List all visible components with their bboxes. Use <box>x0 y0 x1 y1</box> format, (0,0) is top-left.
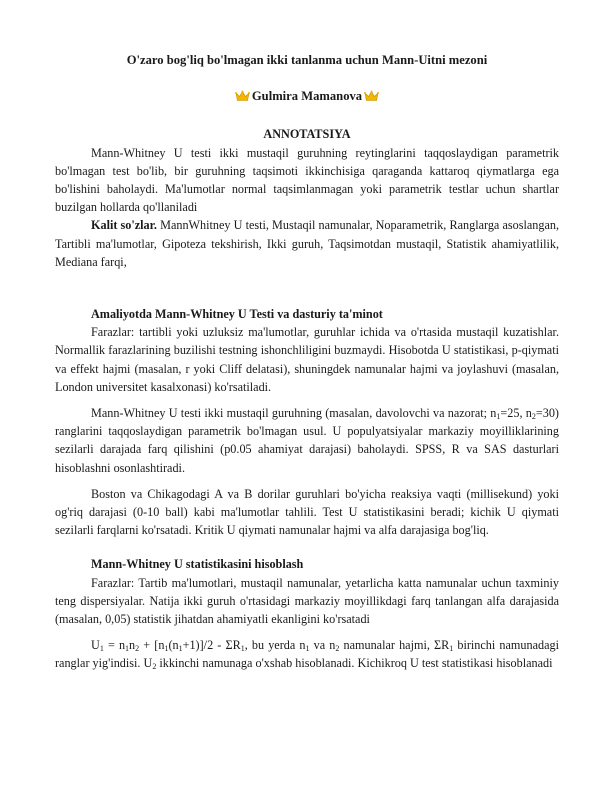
section1-paragraph-1: Farazlar: tartibli yoki uzluksiz ma'lumotlar, guruhlar ichida va o'rtasida mustaqil kuzatishlar. Normallik farazlarining buzilishi testning ishonchliligini buzmaydi. Hisobotda U statistikasi, p-qiymati va effekt hajmi (masalan, r yoki Cliff delatasi), shuningdek namunalar hajmi va joylashuvi (masalan, London universitet kasalxonasi) ko'rsatiladi. <box>55 325 559 394</box>
crown-icon <box>235 90 250 102</box>
section-heading: Amaliyotda Mann-Whitney U Testi va dasturiy ta'minot <box>91 307 383 322</box>
formula-paragraph: $U_1 = n_1n_2 + [n_1(n_1+1)]/2 - \Sigma R_1$, bu yerda $n_1$ va $n_2$ namunalar hajmi, $\Sigma R_1$ birinchi namunadagi ranglar yig'indisi. $U_2$ ikkinchi namunaga o'xshab hisoblanadi. Kichikroq U test statistikasi hisoblanadi <box>55 638 559 672</box>
annotation-text: Mann-Whitney U testi ikki mustaqil guruhning reytinglarini taqqoslaydigan parametrik bo'lmagan test bo'lib, bir guruhning taqsimoti ikkinchisiga qaraganda kattaroq qiymatlarga ega bo'lishini baholaydi. Ma'lumotlar normal taqsimlanmagan yoki parametrik testlar uchun shartlar buzilgan hollarda qo'llaniladi <box>55 145 559 215</box>
section1-paragraph-3: Boston va Chikagodagi A va B dorilar guruhlari bo'yicha reaksiya vaqti (millisekund) yoki og'riq darajasi (0-10 ball) kabi ma'lumotlar tahlili. Test U statistikasini beradi; kichik U qiymati sezilarli farqlarni ko'rsatadi. Kritik U qiymati namunalar hajmi va alfa darajasiga bog'liq. <box>55 486 559 538</box>
annotation-heading: ANNOTATSIYA <box>263 127 351 142</box>
document-page <box>55 40 559 673</box>
author-name: Gulmira Mamanova <box>251 89 363 104</box>
keywords-paragraph <box>55 216 559 271</box>
section1-paragraph-2: Mann-Whitney U testi ikki mustaqil guruhning (masalan, davolovchi va nazorat; $n_1=25$, $n_2=30$) ranglarini taqqoslaydigan parametrik bo'lmagan usul. U populyatsiyalar markaziy moyilliklarining sezilarli darajada farq qilishini (p0.05 ahamiyat darajasi) baholaydi. SPSS, R va SAS dasturlari hisoblashni osonlashtiradi. <box>55 406 559 475</box>
section-heading: Mann-Whitney U statistikasini hisoblash <box>91 557 304 572</box>
crown-icon <box>364 90 379 102</box>
section2-paragraph-1: Farazlar: Tartib ma'lumotlari, mustaqil namunalar, yetarlicha katta namunalar uchun taxminiy teng dispersiyalar. Natija ikki guruh o'rtasidagi markaziy moyillikdagi farq tanlangan alfa darajasida (masalan, 0,05) statistik jihatdan ahamiyatli ekanligini ko'rsatadi <box>55 575 559 627</box>
keywords-label: Kalit so'zlar. <box>91 218 157 233</box>
document-title: O'zaro bog'liq bo'lmagan ikki tanlanma uchun Mann-Uitni mezoni <box>126 53 488 67</box>
author-line <box>55 87 559 105</box>
keywords-text: MannWhitney U testi, Mustaqil namunalar, Noparametrik, Ranglarga asoslangan, Tartibli ma'lumotlar, Gipoteza tekshirish, Ikki guruh, Taqsimotdan mustaqil, Statistik ahamiyatlilik, Mediana farqi, <box>55 218 559 269</box>
